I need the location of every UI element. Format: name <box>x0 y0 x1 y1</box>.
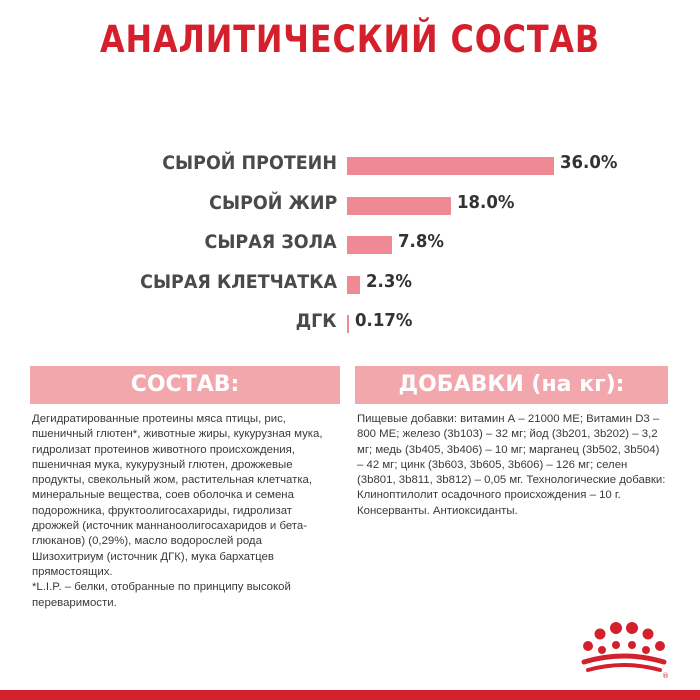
chart-row <box>0 227 700 261</box>
additives-heading: ДОБАВКИ (на кг): <box>355 366 668 404</box>
value-label: 18.0% <box>456 191 514 213</box>
value-bar <box>347 236 392 254</box>
category-label: СЫРАЯ ЗОЛА <box>204 231 337 253</box>
crown-icon <box>576 616 668 680</box>
composition-footnote: *L.I.P. – белки, отобранные по принципу высокой переваримости. <box>32 581 291 609</box>
chart-row <box>0 148 700 182</box>
chart-row <box>0 306 700 340</box>
bottom-brand-bar <box>0 690 700 700</box>
category-label: СЫРОЙ ПРОТЕИН <box>162 152 337 174</box>
value-bar <box>347 197 451 215</box>
page-title: АНАЛИТИЧЕСКИЙ СОСТАВ <box>100 18 600 61</box>
value-label: 2.3% <box>366 270 413 292</box>
value-label: 0.17% <box>355 310 413 331</box>
chart-row <box>0 267 700 301</box>
additives-body <box>357 412 667 519</box>
composition-text: Дегидратированные протеины мяса птицы, рис, пшеничный глютен*, животные жиры, кукурузная мука, гидролизат протеинов животного происхождения, пшеничная мука, кукурузный глютен, дрожжевые продукты, свекольный жом, растительная клетчатка, минеральные вещества, соев оболочка и семена подорожника, фруктоолигосахариды, гидролизат дрожжей (источник маннаноолигосахаридов и бета-глюканов) (0,29%), масло водорослей рода Шизохитриум (источник ДГК), мука бархатцев прямостоящих. <box>32 413 323 578</box>
analysis-chart <box>0 148 700 348</box>
value-bar <box>347 276 360 294</box>
category-label: СЫРАЯ КЛЕТЧАТКА <box>140 270 337 293</box>
value-label: 7.8% <box>397 231 444 252</box>
svg-text:®: ® <box>662 672 669 680</box>
chart-row <box>0 188 700 222</box>
composition-body <box>32 412 332 611</box>
composition-heading: СОСТАВ: <box>30 366 340 404</box>
value-bar <box>347 315 349 333</box>
value-label: 36.0% <box>560 152 618 173</box>
category-label: СЫРОЙ ЖИР <box>208 191 337 214</box>
value-bar <box>347 157 554 175</box>
category-label: ДГК <box>296 310 337 332</box>
additives-text: Пищевые добавки: витамин А – 21000 МЕ; Витамин D3 – 800 МЕ; железо (3b103) – 32 мг; йод (3b201, 3b202) – 3,2 мг; медь (3b405, 3b406) – 10 мг; марганец (3b502, 3b504) – 42 мг; цинк (3b603, 3b605, 3b606) – 126 мг; селен (3b801, 3b811, 3b812) – 0,05 мг. Технологические добавки: Клиноптилолит осадочного происхождения – 10 г. Консерванты. Антиоксиданты. <box>357 413 666 517</box>
